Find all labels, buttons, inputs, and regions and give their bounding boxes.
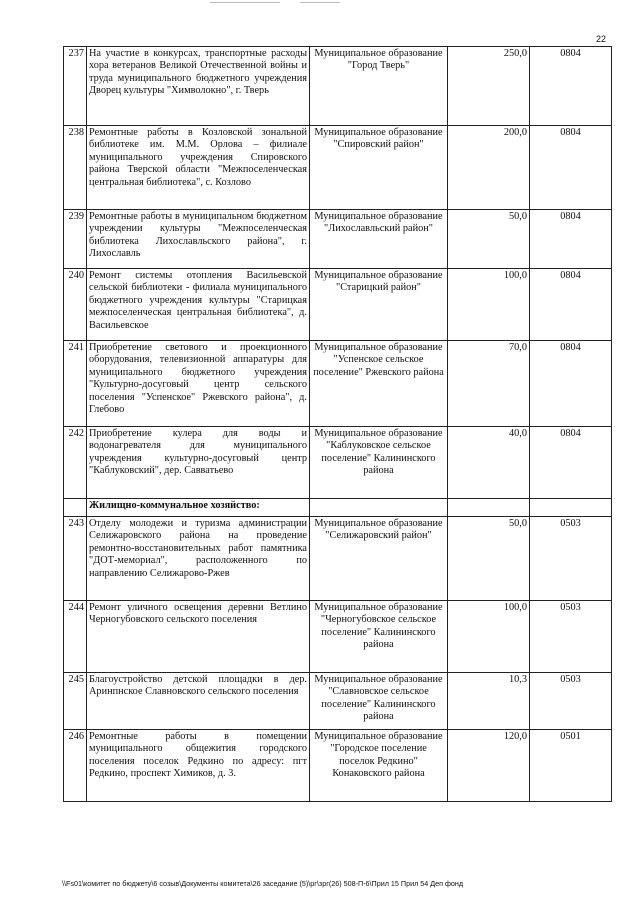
row-recipient: Муниципальное образование "Город Тверь" <box>310 47 448 126</box>
row-description: На участие в конкурсах, транспортные расходы хора ветеранов Великой Отечественной войны и труда муниципального бюджетного учреждения Дворец культуры "Химволокно", г. Тверь <box>87 47 310 126</box>
table-row <box>64 730 612 802</box>
row-code: 0804 <box>530 427 612 499</box>
row-code: 0804 <box>530 269 612 341</box>
table-row <box>64 269 612 341</box>
page-number: 22 <box>596 34 607 44</box>
table-row <box>64 673 612 730</box>
table-row <box>64 210 612 269</box>
row-description: Ремонтные работы в Козловской зональной библиотеке им. М.М. Орлова – филиале муниципального учреждения Спировского района Тверской области "Межпоселенческая центральная библиотека", с. Козлово <box>87 126 310 210</box>
row-recipient: Муниципальное образование "Успенское сельское поселение" Ржевского района <box>310 341 448 427</box>
table-row <box>64 517 612 601</box>
row-description: Ремонтные работы в муниципальном бюджетном учреждении культуры "Межпоселенческая библиотека Лихославльского района", г. Лихославль <box>87 210 310 269</box>
row-number: 245 <box>64 673 87 730</box>
row-recipient: Муниципальное образование "Городское поселение поселок Редкино" Конаковского района <box>310 730 448 802</box>
footer-file-path: \\Fs01\комитет по бюджету\6 созыв\Документы комитета\26 заседание (5)\рг\зрг(26) 508-П-6\Прил 15 Прил 54 Деп фонд <box>62 879 464 888</box>
table-row <box>64 47 612 126</box>
row-amount: 10,3 <box>448 673 530 730</box>
row-description: Отделу молодежи и туризма администрации Селижаровского района на проведение ремонтно-восстановительных работ памятника "ДОТ-мемориал", расположенного по направлению Селижарово-Ржев <box>87 517 310 601</box>
row-number: 244 <box>64 601 87 673</box>
row-recipient: Муниципальное образование "Лихославльский район" <box>310 210 448 269</box>
heading-number-cell <box>64 499 87 517</box>
row-description: Ремонт системы отопления Васильевской сельской библиотеки - филиала муниципального бюджетного учреждения культуры "Старицкая межпоселенческая центральная библиотека", д. Васильевское <box>87 269 310 341</box>
row-description: Ремонт уличного освещения деревни Ветлино Черногубовского сельского поселения <box>87 601 310 673</box>
row-code: 0804 <box>530 126 612 210</box>
table-row <box>64 341 612 427</box>
row-description: Благоустройство детской площадки в дер. Аринпнское Славновского сельского поселения <box>87 673 310 730</box>
row-amount: 200,0 <box>448 126 530 210</box>
row-code: 0503 <box>530 601 612 673</box>
allocation-table <box>63 46 612 802</box>
row-number: 242 <box>64 427 87 499</box>
row-amount: 100,0 <box>448 269 530 341</box>
row-number: 246 <box>64 730 87 802</box>
row-amount: 40,0 <box>448 427 530 499</box>
row-amount: 250,0 <box>448 47 530 126</box>
row-amount: 120,0 <box>448 730 530 802</box>
row-description: Приобретение кулера для воды и водонагревателя для муниципального учреждения культурно-досуговый центр "Каблуковский", дер. Савватьево <box>87 427 310 499</box>
row-recipient: Муниципальное образование "Славновское сельское поселение" Калининского района <box>310 673 448 730</box>
row-recipient: Муниципальное образование "Каблуковское сельское поселение" Калининского района <box>310 427 448 499</box>
table-row <box>64 601 612 673</box>
section-heading: Жилищно-коммунальное хозяйство: <box>87 499 310 517</box>
row-code: 0804 <box>530 210 612 269</box>
row-number: 240 <box>64 269 87 341</box>
row-recipient: Муниципальное образование "Селижаровский район" <box>310 517 448 601</box>
table-row <box>64 126 612 210</box>
row-number: 239 <box>64 210 87 269</box>
row-code: 0804 <box>530 341 612 427</box>
row-number: 238 <box>64 126 87 210</box>
row-code: 0804 <box>530 47 612 126</box>
row-recipient: Муниципальное образование "Спировский район" <box>310 126 448 210</box>
row-recipient: Муниципальное образование "Старицкий район" <box>310 269 448 341</box>
heading-empty-cell <box>310 499 448 517</box>
row-amount: 50,0 <box>448 210 530 269</box>
row-amount: 70,0 <box>448 341 530 427</box>
heading-empty-cell <box>448 499 530 517</box>
row-number: 241 <box>64 341 87 427</box>
row-description: Приобретение светового и проекционного оборудования, телевизионной аппаратуры для муниципального бюджетного учреждения "Культурно-досуговый центр сельского поселения "Успенское" Ржевского района", д. Глебово <box>87 341 310 427</box>
scan-artifact <box>300 2 340 3</box>
section-heading-row <box>64 499 612 517</box>
row-amount: 100,0 <box>448 601 530 673</box>
row-recipient: Муниципальное образование "Черногубовское сельское поселение" Калининского района <box>310 601 448 673</box>
row-code: 0501 <box>530 730 612 802</box>
scan-artifact <box>210 2 280 3</box>
heading-empty-cell <box>530 499 612 517</box>
row-code: 0503 <box>530 517 612 601</box>
row-description: Ремонтные работы в помещении муниципального общежития городского поселения поселок Редкино по адресу: пгт Редкино, проспект Химиков, д. 3. <box>87 730 310 802</box>
row-number: 243 <box>64 517 87 601</box>
table-row <box>64 427 612 499</box>
row-code: 0503 <box>530 673 612 730</box>
row-amount: 50,0 <box>448 517 530 601</box>
row-number: 237 <box>64 47 87 126</box>
